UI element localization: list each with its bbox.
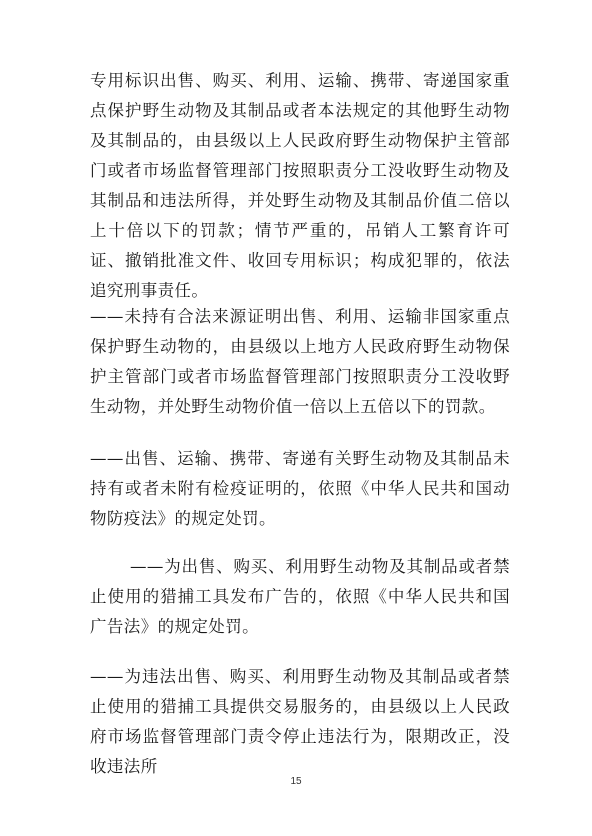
paragraph-quarantine: ——出售、运输、携带、寄递有关野生动物及其制品未持有或者未附有检疫证明的，依照《中华人民共和国动物防疫法》的规定处罚。 (90, 449, 510, 528)
page-number: 15 (290, 776, 302, 787)
paragraph-advertising-text: ——为出售、购买、利用野生动物及其制品或者禁止使用的猎捕工具发布广告的，依照《中华人民共和国广告法》的规定处罚。 (90, 557, 510, 636)
paragraph-unlicensed-sale: ——未持有合法来源证明出售、利用、运输非国家重点保护野生动物的，由县级以上地方人民政府野生动物保护主管部门或者市场监督管理部门按照职责分工没收野生动物，并处野生动物价值一倍以上五倍以下的罚款。 (90, 307, 510, 416)
paragraph-trading-service: ——为违法出售、购买、利用野生动物及其制品或者禁止使用的猎捕工具提供交易服务的，由县级以上人民政府市场监督管理部门责令停止违法行为，限期改正，没收违法所 (90, 667, 510, 776)
paragraph-continued: 专用标识出售、购买、利用、运输、携带、寄递国家重点保护野生动物及其制品或者本法规定的其他野生动物及其制品的，由县级以上人民政府野生动物保护主管部门或者市场监督管理部门按照职责分工没收野生动物及其制品和违法所得，并处野生动物及其制品价值二倍以上十倍以下的罚款；情节严重的，吊销人工繁育许可证、撤销批准文件、收回专用标识；构成犯罪的，依法追究刑事责任。 (90, 71, 510, 300)
paragraph-advertising (90, 552, 510, 642)
